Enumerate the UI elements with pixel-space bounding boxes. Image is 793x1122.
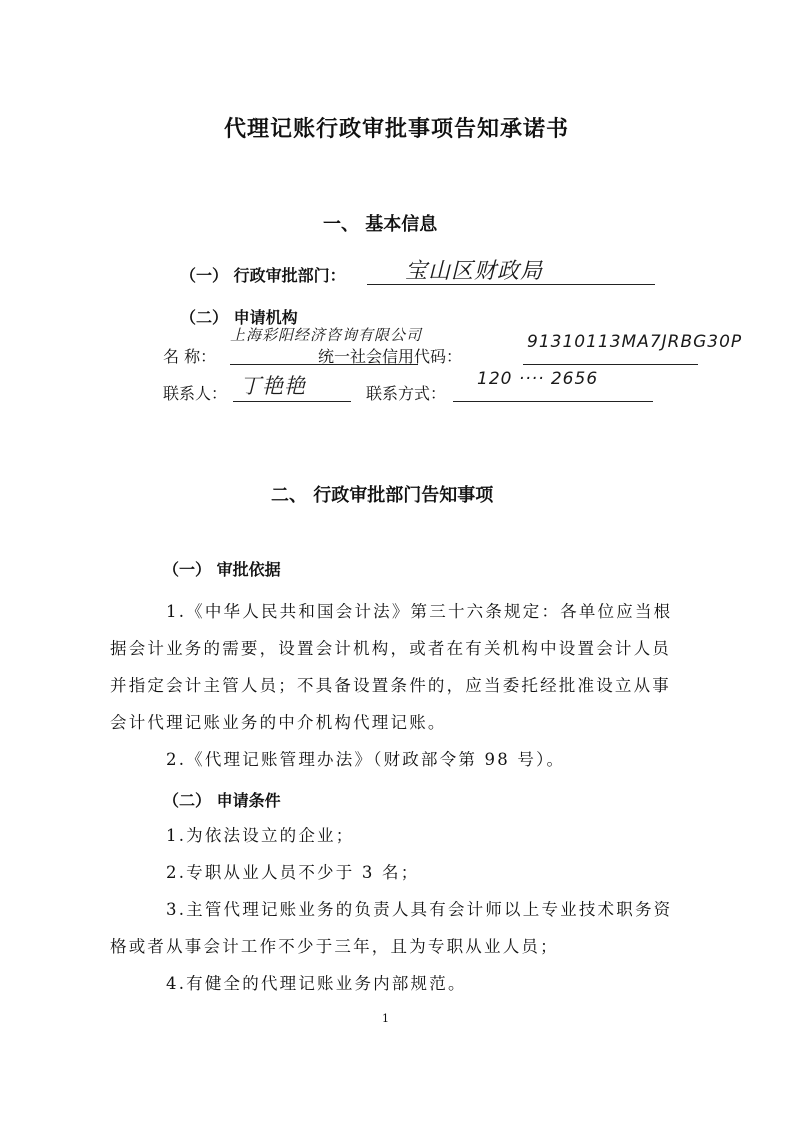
org-name-value: 上海彩阳经济咨询有限公司 — [230, 326, 423, 344]
applicant-heading: （二） 申请机构 — [180, 308, 298, 327]
org-name-label: 名 称： — [163, 347, 217, 366]
document-title: 代理记账行政审批事项告知承诺书 — [223, 116, 569, 142]
approval-dept-value: 宝山区财政局 — [405, 259, 544, 284]
contact-value: 丁艳艳 — [240, 374, 306, 398]
phone-value: 120 ···· 2656 — [477, 369, 599, 389]
credit-code-value: 91310113MA7JRBG30P — [527, 332, 743, 352]
approval-dept-label: （一） 行政审批部门： — [180, 266, 346, 285]
conditions-heading: （二） 申请条件 — [163, 791, 281, 810]
basis-item-2: 2.《代理记账管理办法》（财政部令第 98 号）。 — [166, 750, 566, 769]
condition-item-3: 3.主管代理记账业务的负责人具有会计师以上专业技术职务资格或者从事会计工作不少于三年，且为专职从业人员； — [110, 900, 673, 956]
section-basic-info-heading: 一、 基本信息 — [323, 214, 438, 235]
condition-item-2: 2.专职从业人员不少于 3 名； — [166, 863, 420, 882]
condition-item-1: 1.为依法设立的企业； — [166, 826, 355, 845]
credit-code-label: 统一社会信用代码： — [318, 347, 463, 366]
approval-basis-heading: （一） 审批依据 — [163, 560, 281, 579]
contact-label: 联系人： — [163, 384, 228, 403]
section-notice-heading: 二、 行政审批部门告知事项 — [271, 485, 494, 506]
phone-label: 联系方式： — [366, 384, 447, 403]
basis-item-1: 1.《中华人民共和国会计法》第三十六条规定：各单位应当根据会计业务的需要，设置会计机构，或者在有关机构中设置会计人员并指定会计主管人员；不具备设置条件的，应当委托经批准设立从事会计代理记账业务的中介机构代理记账。 — [110, 602, 673, 732]
condition-item-4: 4.有健全的代理记账业务内部规范。 — [166, 974, 467, 993]
page-number: 1 — [382, 1012, 389, 1025]
